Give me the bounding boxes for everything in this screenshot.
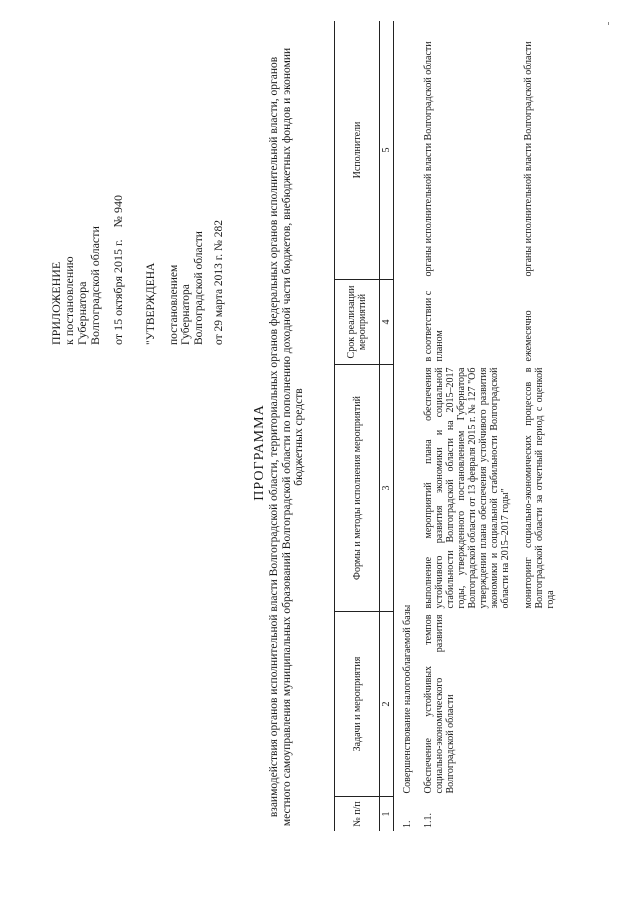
header-executors: Исполнители [335, 21, 380, 280]
approved-block [145, 220, 226, 345]
header-num: № п/п [335, 797, 380, 832]
program-table [334, 21, 558, 831]
appendix-line: Волгоградской области [88, 226, 102, 345]
document-title: ПРОГРАММА [252, 404, 267, 501]
appendix-date: от 15 октября 2015 г. № 940 [111, 194, 125, 345]
approved-line: Волгоградской области [192, 231, 205, 345]
row-executors: органы исполнительной власти Волгоградской области [423, 41, 434, 277]
column-number: 5 [380, 21, 394, 280]
approved-date: от 29 марта 2013 г. № 282 [213, 219, 225, 345]
page-mark [608, 22, 609, 25]
row-num: 1.1. [423, 813, 434, 828]
approved-title: "УТВЕРЖДЕНА [145, 262, 157, 345]
row-term: ежемесячно [523, 310, 534, 362]
row-forms: выполнение мероприятий плана обеспечения устойчивого развития экономики и социальной стабильности Волгоградской области на 2015–2017 годы, утвержденного постановлением Губернатора Волгоградской области от 13 февраля 2015 г. № 127 "Об утверждении плана обеспечения устойчивого развития экономики и социальной стабильности Волгоградской области на 2015–2017 годы" [423, 367, 511, 609]
row-task: Обеспечение устойчивых темпов социально-экономического развития Волгоградской области [423, 614, 456, 794]
column-number: 3 [380, 365, 394, 612]
row-task [513, 612, 558, 797]
table-row [415, 21, 513, 831]
approved-line: постановлением [167, 264, 180, 345]
column-number: 1 [380, 797, 394, 832]
row-task: Совершенствование налогооблагаемой базы [402, 604, 413, 794]
row-num [513, 797, 558, 832]
row-executors: органы исполнительной власти Волгоградской области [523, 41, 534, 277]
column-number-row [380, 21, 394, 831]
header-task: Задачи и мероприятия [335, 612, 380, 797]
table-row [394, 21, 416, 831]
appendix-line: Губернатора [75, 281, 89, 345]
row-term [394, 280, 416, 365]
row-num: 1. [402, 820, 413, 828]
column-number: 2 [380, 612, 394, 797]
column-number: 4 [380, 280, 394, 365]
row-term: в соответствии с планом [423, 290, 445, 362]
appendix-title: ПРИЛОЖЕНИЕ [49, 261, 63, 345]
table-row [513, 21, 558, 831]
approved-line: Губернатора [180, 284, 192, 345]
table-header-row [335, 21, 380, 831]
header-forms: Формы и методы исполнения мероприятий [335, 365, 380, 612]
row-forms: мониторинг социально-экономических процессов в Волгоградской области за отчетный период с оценкой года [523, 367, 556, 609]
header-term: Срок реализации мероприятий [335, 280, 380, 365]
row-executors [394, 21, 416, 280]
appendix-block [50, 195, 125, 345]
appendix-line: к постановлению [62, 256, 76, 345]
document-subtitle: взаимодействия органов исполнительной власти Волгоградской области, территориальных органов федеральных органов исполнительной власти, органов местного самоуправления муниципальных образований Волгоградской области по пополнению доходной части бюджетов, внебюджетных фондов и экономии бюджетных средств [268, 47, 305, 827]
